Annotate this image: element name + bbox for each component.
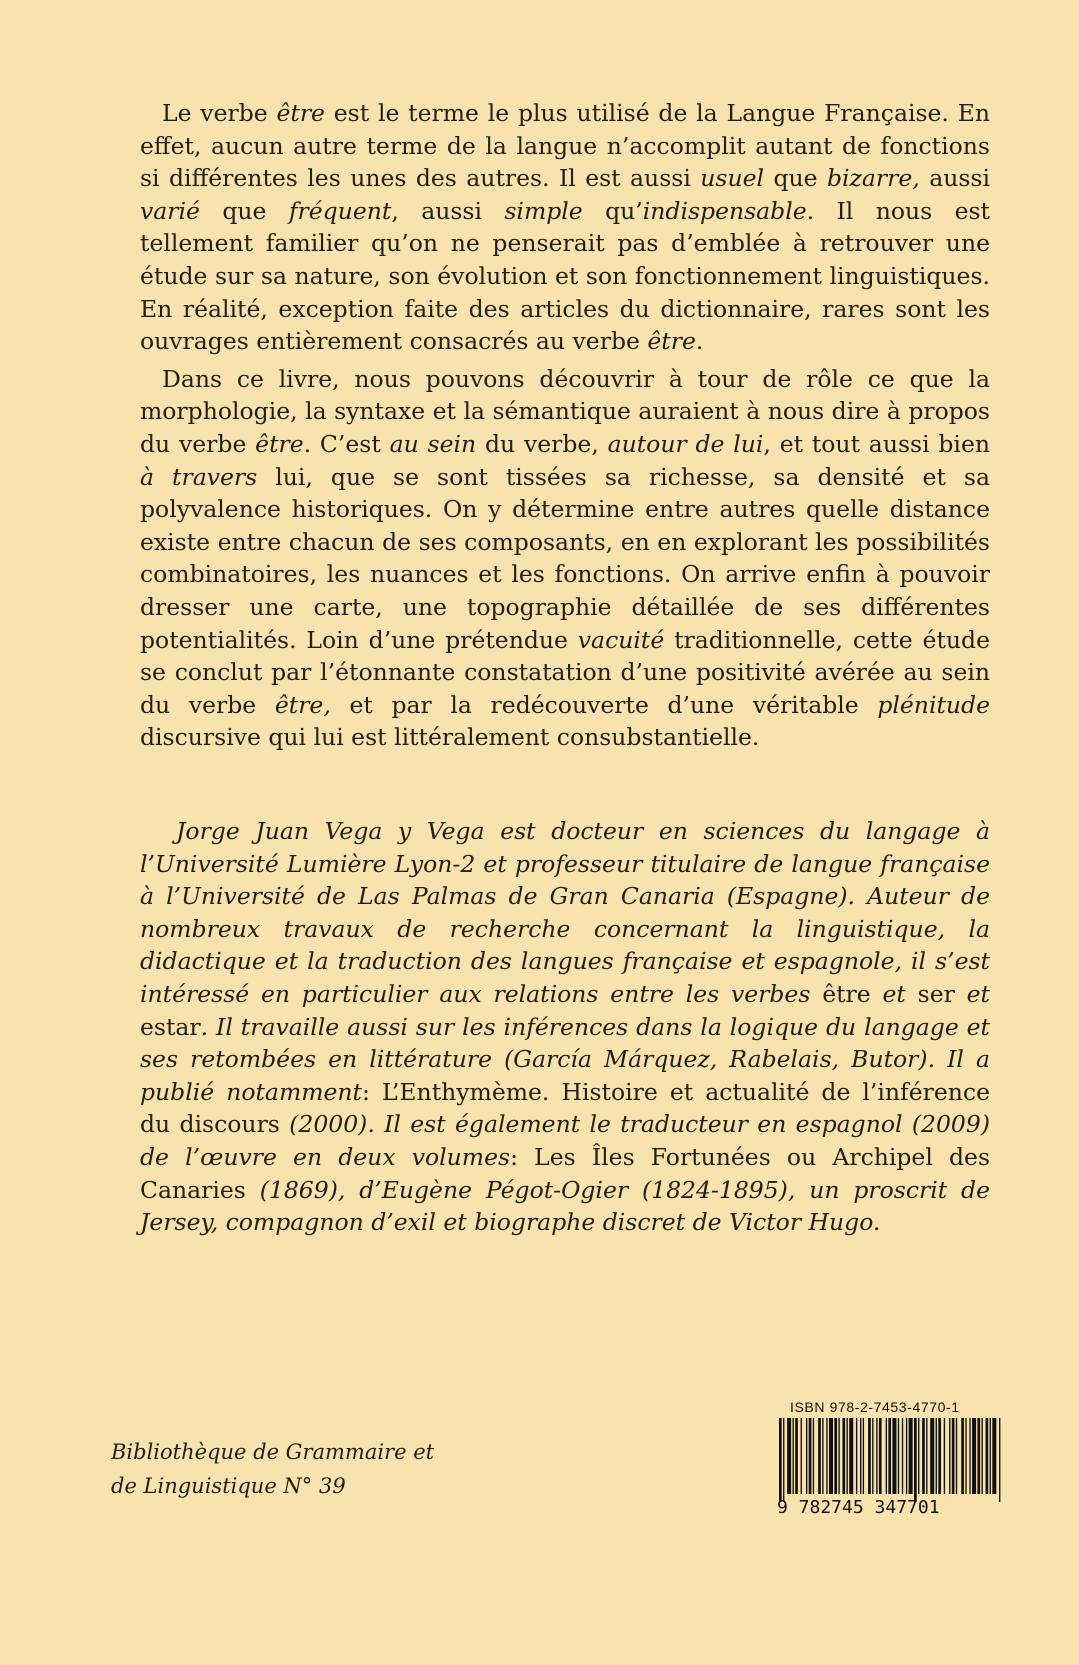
text-run: au sein — [389, 429, 477, 458]
barcode-bar — [813, 1418, 814, 1494]
barcode-bar — [909, 1418, 913, 1494]
barcode-bar — [965, 1418, 966, 1494]
text-run: lui, que se sont tissées sa richesse, sa densité et sa polyvalence historiques. On y détermine entre autres quelle distance existe entre chacun de ses composants, en en explorant les possibilités combinatoires, les nuances et les fonctions. On arrive enfin à pouvoir dresser une carte, une topographie détaillée de ses différentes potentialités. Loin d’une prétendue — [140, 462, 991, 654]
text-run: . Il nous est tellement familier qu’on ne penserait pas d’emblée à retrouver une étude sur sa nature, son évolution et son fonctionnement linguistiques. En réalité, exception faite des articles du dictionnaire, rares sont les ouvrages entièrement consacrés au verbe — [140, 196, 990, 356]
series-line-1: Bibliothèque de Grammaire et — [111, 1440, 435, 1464]
barcode — [777, 1418, 1009, 1502]
barcode-bar — [806, 1418, 807, 1494]
text-run: Le verbe — [162, 99, 277, 127]
barcode-bar — [972, 1418, 976, 1494]
barcode-bar — [922, 1418, 925, 1494]
summary-paragraph-1 — [140, 97, 990, 358]
text-run: : Les Îles Fortunées ou Archipel des Canaries — [140, 1142, 991, 1204]
isbn-label: ISBN 978-2-7453-4770-1 — [790, 1399, 960, 1415]
text-run: , et tout aussi bien — [763, 429, 990, 458]
text-run: Jorge Juan Vega y Vega est docteur en sciences du langage à l’Université Lumière Lyon-2 et professeur titulaire de langue française à l’Université de Las Palmas de Gran Canaria (Espagne). Auteur de nombreux travaux de recherche concernant la linguistique, la didactique et la traduction des langues française et espagnole, il s’est intéressé en particulier aux relations entre les verbes — [140, 817, 990, 1008]
barcode-bar — [793, 1418, 794, 1494]
barcode-bar — [918, 1418, 919, 1494]
barcode-bar — [982, 1418, 983, 1494]
barcode-bar — [779, 1418, 782, 1502]
text-run: (2000). Il est également le traducteur en espagnol (2009) de l’œuvre en deux volumes — [140, 1110, 990, 1171]
text-run: autour de lui — [607, 429, 764, 458]
barcode-bar — [986, 1418, 989, 1494]
text-run: être, — [274, 690, 331, 719]
barcode-bar — [795, 1418, 798, 1494]
text-run: est le terme le plus utilisé de la Langue Française. En effet, aucun autre terme de la langue n’accomplit autant de fonctions si différentes les unes des autres. Il est aussi — [140, 99, 990, 193]
text-run: être — [255, 429, 304, 458]
summary-paragraph-2 — [140, 363, 990, 754]
barcode-bar — [902, 1418, 903, 1494]
barcode-bar — [886, 1418, 887, 1494]
barcode-bar — [847, 1418, 848, 1494]
text-run: du verbe, — [476, 429, 608, 458]
barcode-bar — [914, 1418, 917, 1502]
barcode-bar — [856, 1418, 857, 1494]
barcode-bar — [956, 1418, 957, 1494]
barcode-bar — [930, 1418, 934, 1494]
barcode-bar — [892, 1418, 896, 1494]
barcode-bar — [826, 1418, 827, 1494]
barcode-bar — [977, 1418, 980, 1494]
barcode-bar — [961, 1418, 964, 1494]
text-run: être — [276, 99, 325, 127]
text-run: aussi — [919, 164, 990, 193]
text-run: usuel — [700, 164, 765, 193]
barcode-bar — [944, 1418, 945, 1494]
barcode-bar — [829, 1418, 833, 1494]
barcode-bar — [842, 1418, 845, 1494]
barcode-bar — [938, 1418, 941, 1494]
text-run: que — [764, 164, 827, 193]
text-run: discursive qui lui est littéralement consubstantielle. — [140, 723, 760, 752]
barcode-bar — [787, 1418, 791, 1494]
text-run: fréquent — [288, 196, 392, 225]
barcode-bar — [860, 1418, 861, 1494]
text-run: ser — [917, 979, 955, 1008]
text-run: (1869), d’Eugène Pégot-Ogier (1824-1895), un proscrit de Jersey, compagnon d’exil et biographe discret de Victor Hugo. — [140, 1175, 990, 1237]
text-run: plénitude — [877, 690, 990, 719]
book-summary — [140, 97, 990, 754]
text-run: qu’ — [582, 196, 643, 225]
barcode-bar — [926, 1418, 927, 1494]
text-run: être — [822, 979, 871, 1008]
text-run: bizarre, — [826, 164, 920, 193]
barcode-bar — [834, 1418, 837, 1494]
text-run: être — [647, 327, 696, 356]
barcode-bar — [849, 1418, 853, 1494]
barcode-bar — [868, 1418, 871, 1494]
author-biography — [140, 815, 990, 1239]
text-run: , aussi — [391, 196, 505, 225]
text-run: : L’Enthymème. Histoire et actualité de l’inférence du discours — [140, 1077, 990, 1139]
barcode-bar — [936, 1418, 937, 1494]
series-line-2: de Linguistique N° 39 — [111, 1474, 346, 1498]
text-run: à travers — [140, 462, 258, 491]
barcode-bar — [949, 1418, 950, 1494]
text-run: Dans ce livre, nous pouvons découvrir à tour de rôle ce que la morphologie, la syntaxe et la sémantique auraient à nous dire à propos du verbe — [140, 364, 990, 458]
text-run: . — [695, 327, 704, 356]
barcode-bar — [906, 1418, 907, 1494]
barcode-bar — [801, 1418, 802, 1494]
author-biography-text — [140, 815, 990, 1239]
barcode-bar — [879, 1418, 882, 1494]
barcode-bar — [999, 1418, 1000, 1502]
text-run: traditionnelle, cette étude se conclut par l’étonnante constatation d’une positivité avérée au sein du verbe — [140, 625, 990, 719]
text-run: simple — [504, 196, 583, 225]
barcode-bar — [822, 1418, 823, 1494]
barcode-digits: 9 782745 347701 — [777, 1497, 940, 1518]
text-run: que — [199, 196, 289, 225]
barcode-bar — [838, 1418, 839, 1494]
text-run: et — [954, 979, 991, 1008]
barcode-bar — [992, 1418, 996, 1494]
text-run: vacuité — [577, 625, 665, 654]
text-run: estar — [140, 1012, 201, 1041]
barcode-bar — [783, 1418, 784, 1502]
text-run: . C’est — [303, 429, 390, 458]
barcode-bar — [876, 1418, 877, 1494]
barcode-bar — [863, 1418, 864, 1494]
text-run: indispensable — [642, 196, 807, 225]
text-run: et par la redécouverte d’une véritable — [330, 690, 878, 719]
text-run: . Il travaille aussi sur les inférences dans la logique du langage et ses retombées en littérature (García Márquez, Rabelais, Butor). Il a publié notamment — [140, 1012, 990, 1106]
barcode-bar — [952, 1418, 955, 1494]
barcode-bar — [898, 1418, 899, 1494]
series-title — [111, 1435, 451, 1503]
barcode-bar — [872, 1418, 873, 1494]
barcode-bar — [969, 1418, 970, 1494]
barcode-bar — [888, 1418, 891, 1494]
barcode-bar — [818, 1418, 821, 1494]
barcode-bar — [809, 1418, 812, 1494]
text-run: varié — [140, 196, 200, 225]
text-run: et — [870, 979, 918, 1008]
barcode-bar — [990, 1418, 991, 1494]
